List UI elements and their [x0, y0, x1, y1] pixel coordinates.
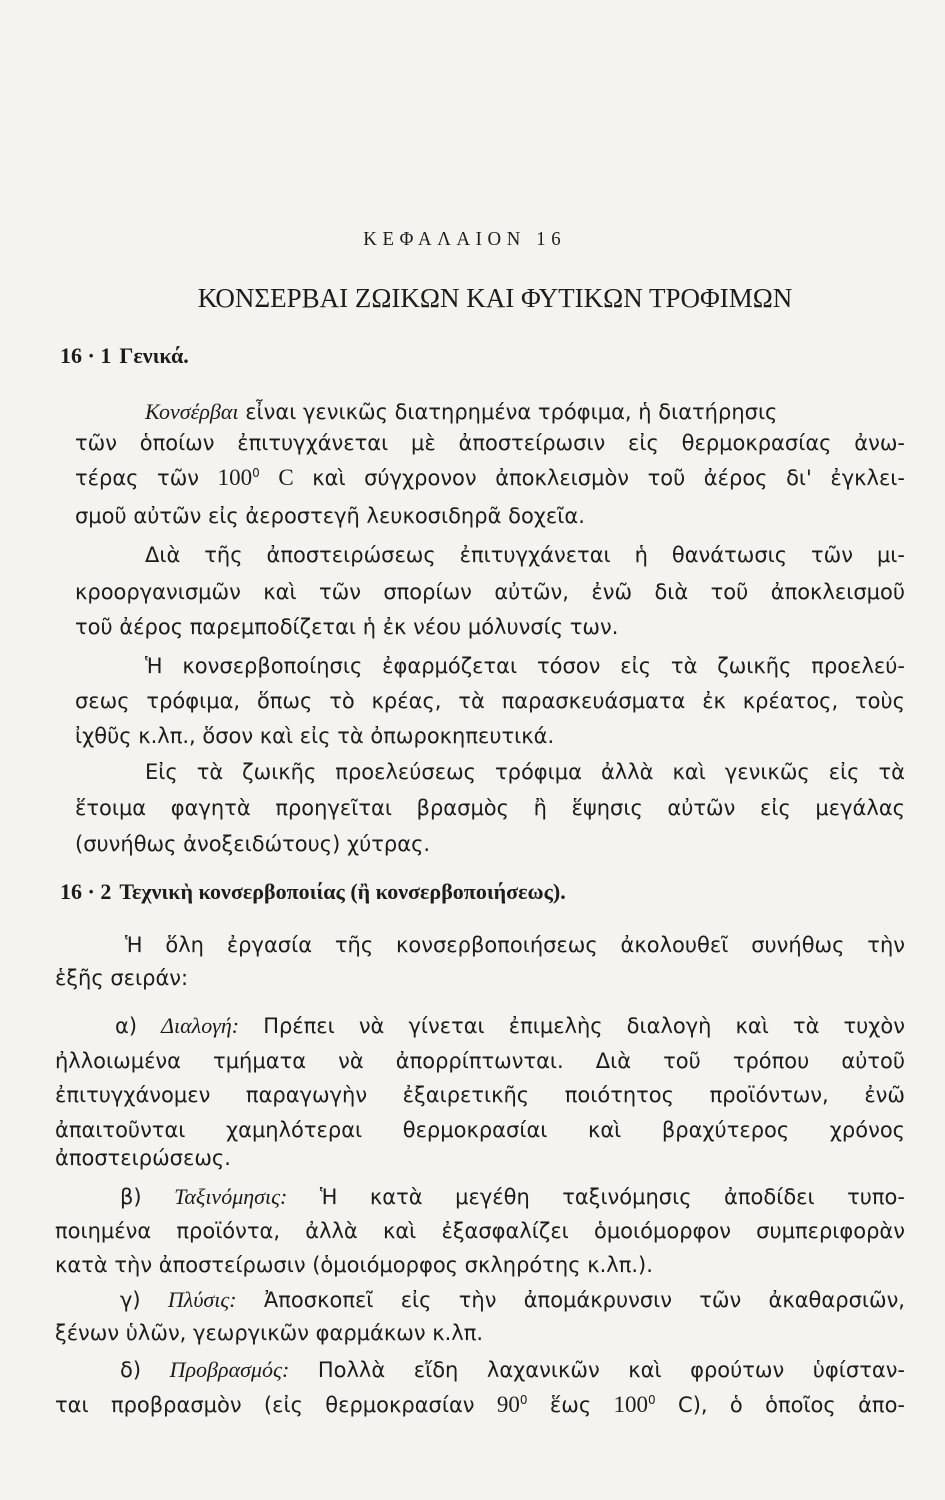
paragraph-line: σμοῦ αὐτῶν εἰς ἀεροστεγῆ λευκοσιδηρᾶ δοχεῖα. — [75, 504, 585, 528]
step-delta-line: δ) Προβρασμός: Πολλὰ εἴδη λαχανικῶν καὶ φρούτων ὑφίσταν- — [120, 1357, 905, 1382]
step-marker: γ) — [120, 1288, 141, 1312]
step-term: Προβρασμός: — [169, 1357, 290, 1382]
step-term: Πλύσις: — [167, 1287, 237, 1312]
paragraph-line: Ἡ κονσερβοποίησις ἐφαρμόζεται τόσον εἰς τὰ ζωικῆς προελεύ- — [145, 654, 905, 678]
section-title: Γενικά. — [119, 343, 189, 368]
term-konservai: Κονσέρβαι — [145, 399, 239, 424]
step-gamma-line: γ) Πλύσις: Ἀποσκοπεῖ εἰς τὴν ἀπομάκρυνσιν τῶν ἀκαθαρσιῶν, — [120, 1287, 905, 1312]
step-alpha-line: α) Διαλογή: Πρέπει νὰ γίνεται ἐπιμελὴς διαλογὴ καὶ τὰ τυχὸν — [115, 1013, 905, 1038]
section-heading-16-2 — [60, 879, 566, 905]
paragraph-line: (συνήθως ἀνοξειδώτους) χύτρας. — [75, 832, 431, 856]
paragraph-line: τῶν ὁποίων ἐπιτυγχάνεται μὲ ἀποστείρωσιν εἰς θερμοκρασίας ἀνω- — [75, 431, 905, 455]
paragraph-line: ἰχθῦς κ.λπ., ὅσον καὶ εἰς τὰ ὀπωροκηπευτικά. — [75, 724, 555, 748]
paragraph-line: ἀπαιτοῦνται χαμηλότεραι θερμοκρασίαι καὶ βραχύτερος χρόνος — [55, 1118, 905, 1142]
section-heading-16-1 — [60, 343, 189, 369]
section-number: 16 · 1 — [60, 343, 112, 368]
section-number: 16 · 2 — [60, 879, 112, 904]
paragraph-line: Ἡ ὅλη ἐργασία τῆς κονσερβοποιήσεως ἀκολουθεῖ συνήθως τὴν — [125, 933, 905, 957]
paragraph-line: κατὰ τὴν ἀποστείρωσιν (ὁμοιόμορφος σκληρότης κ.λπ.). — [55, 1253, 653, 1277]
paragraph-line: ἑξῆς σειράν: — [55, 966, 189, 990]
paragraph-line: ἕτοιμα φαγητὰ προηγεῖται βρασμὸς ἢ ἕψησις αὐτῶν εἰς μεγάλας — [75, 796, 905, 820]
paragraph-line: ται προβρασμὸν (εἰς θερμοκρασίαν $90^0$ ἕως $100^0$ C), ὁ ὁποῖος ἀπο- — [55, 1392, 905, 1417]
paragraph-line: ποιημένα προϊόντα, ἀλλὰ καὶ ἐξασφαλίζει ὁμοιόμορφον συμπεριφορὰν — [55, 1219, 905, 1243]
paragraph-line: τοῦ ἀέρος παρεμποδίζεται ἡ ἐκ νέου μόλυνσίς των. — [75, 615, 619, 639]
paragraph-line: ἠλλοιωμένα τμήματα νὰ ἀπορρίπτωνται. Διὰ τοῦ τρόπου αὐτοῦ — [55, 1049, 905, 1073]
paragraph-line: τέρας τῶν $100^0$ C καὶ σύγχρονον ἀποκλεισμὸν τοῦ ἀέρος δι' ἐγκλει- — [75, 465, 905, 490]
section-title: Τεχνικὴ κονσερβοποιίας (ἢ κονσερβοποιήσεως). — [119, 879, 566, 904]
paragraph-line: ξένων ὑλῶν, γεωργικῶν φαρμάκων κ.λπ. — [55, 1321, 484, 1345]
step-beta-line: β) Ταξινόμησις: Ἡ κατὰ μεγέθη ταξινόμησις ἀποδίδει τυπο- — [120, 1184, 905, 1209]
paragraph-line: ἐπιτυγχάνομεν παραγωγὴν ἐξαιρετικῆς ποιότητος προϊόντων, ἐνῶ — [55, 1083, 905, 1107]
paragraph-line: Διὰ τῆς ἀποστειρώσεως ἐπιτυγχάνεται ἡ θανάτωσις τῶν μι- — [145, 543, 905, 567]
paragraph-line: κροοργανισμῶν καὶ τῶν σπορίων αὐτῶν, ἐνῶ διὰ τοῦ ἀποκλεισμοῦ — [75, 580, 905, 604]
paragraph-line: Εἰς τὰ ζωικῆς προελεύσεως τρόφιμα ἀλλὰ καὶ γενικῶς εἰς τὰ — [145, 760, 905, 784]
chapter-label: ΚΕΦΑΛΑΙΟΝ 16 — [363, 228, 567, 250]
paragraph-line: ἀποστειρώσεως. — [55, 1146, 231, 1170]
step-term: Ταξινόμησις: — [174, 1184, 288, 1209]
step-term: Διαλογή: — [161, 1013, 240, 1038]
step-marker: δ) — [120, 1358, 142, 1382]
chapter-title: ΚΟΝΣΕΡΒΑΙ ΖΩΙΚΩΝ ΚΑΙ ΦΥΤΙΚΩΝ ΤΡΟΦΙΜΩΝ — [197, 283, 793, 313]
paragraph-line: Κονσέρβαι εἶναι γενικῶς διατηρημένα τρόφιμα, ἡ διατήρησις — [145, 399, 778, 424]
paragraph-line: σεως τρόφιμα, ὅπως τὸ κρέας, τὰ παρασκευάσματα ἐκ κρέατος, τοὺς — [75, 689, 905, 713]
step-marker: α) — [115, 1014, 138, 1038]
step-marker: β) — [120, 1185, 142, 1209]
